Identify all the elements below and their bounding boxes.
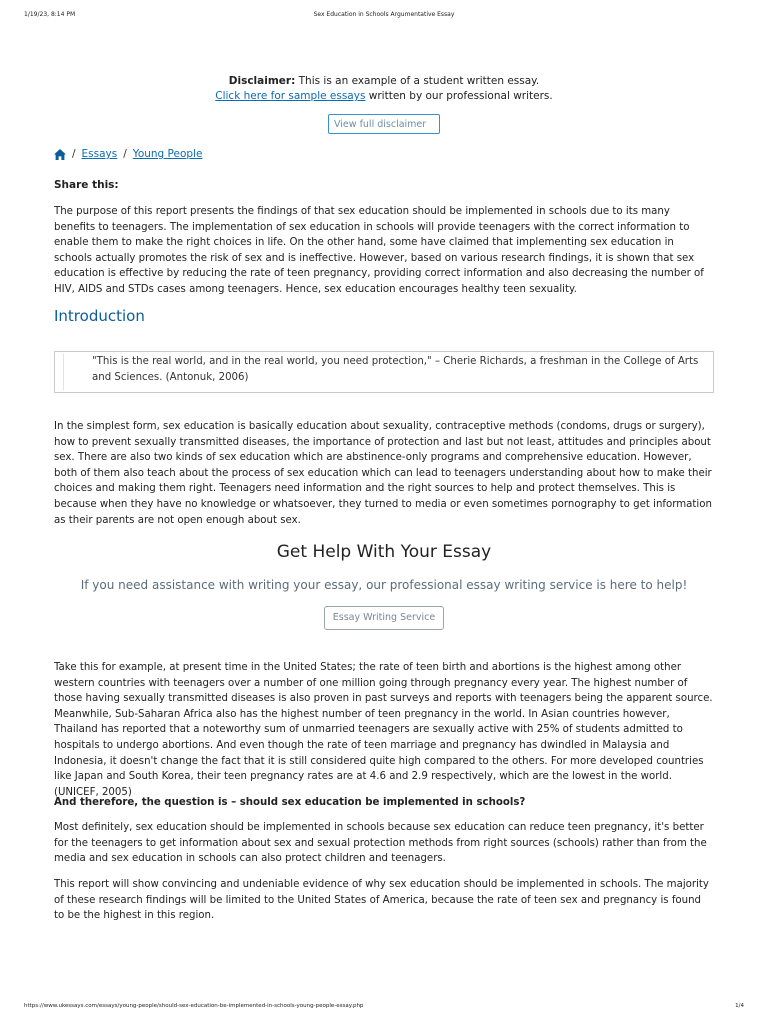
- definitely-paragraph: Most definitely, sex education should be implemented in schools because sex education can reduce teen pregnancy, it's better for the teenagers to get information about sex and sexual protection methods from right sources (schools) rather than from the media and sex education in schools can also protect children and teenagers.: [54, 822, 707, 865]
- example-paragraph: Take this for example, at present time in the United States; the rate of teen birth and abortions is the highest among other western countries with teenagers over a number of one million going through pregnancy every year. The highest number of those having sexually transmitted diseases is also proven in past surveys and reports with teenagers being the apparent source. Meanwhile, Sub-Saharan Africa also has the highest number of teen pregnancy in the world. In Asian countries however, Thailand has reported that a noteworthy sum of unmarried teenagers are sexually active with 25% of students admitted to hospitals to undergo abortions. And even though the rate of teen marriage and pregnancy has dwindled in Malaysia and Indonesia, it doesn't change the fact that it is still considered quite high compared to the others. For more developed countries like Japan and South Korea, their teen pregnancy rates are at 4.6 and 2.9 respectively, which are the lowest in the world. (UNICEF, 2005): [54, 662, 713, 798]
- print-header: [24, 11, 744, 23]
- share-label: Share this:: [54, 179, 119, 191]
- breadcrumb-separator: /: [72, 148, 76, 160]
- essay-writing-service-button[interactable]: Essay Writing Service: [324, 606, 444, 630]
- quote-text: "This is the real world, and in the real world, you need protection," – Cherie Richards, a freshman in the College of Arts and Sciences. (Antonuk, 2006): [92, 356, 699, 383]
- disclaimer: [0, 74, 768, 104]
- view-full-disclaimer-button[interactable]: View full disclaimer: [328, 114, 440, 134]
- print-datetime: 1/19/23, 8:14 PM: [24, 11, 76, 18]
- print-footer: [24, 1003, 744, 1013]
- quote-box: [54, 351, 714, 393]
- sample-essays-link[interactable]: Click here for sample essays: [215, 90, 366, 102]
- disclaimer-text: This is an example of a student written essay.: [298, 75, 540, 87]
- disclaimer-line: [0, 74, 768, 89]
- introduction-heading: Introduction: [54, 307, 145, 325]
- simplest-form-paragraph: In the simplest form, sex education is basically education about sexuality, contraceptive methods (condoms, drugs or surgery), how to prevent sexually transmitted diseases, the importance of protection and last but not least, attitudes and principles about sex. There are also two kinds of sex education which are abstinence-only programs and comprehensive education. However, both of them also teach about the process of sex education which can lead to teenagers understanding about how to make their choices and making them right. Teenagers need information and the right sources to help and protect themselves. This is because when they have no knowledge or whatsoever, they turned to media or even sometimes pornography to get information as their parents are not open enough about sex.: [54, 421, 712, 526]
- print-title: Sex Education in Schools Argumentative Essay: [313, 11, 455, 18]
- sample-essays-suffix: written by our professional writers.: [368, 90, 553, 102]
- question-paragraph: And therefore, the question is – should sex education be implemented in schools?: [54, 797, 526, 808]
- home-icon[interactable]: [54, 149, 66, 160]
- breadcrumb-essays[interactable]: Essays: [81, 148, 118, 160]
- print-url: https://www.ukessays.com/essays/young-people/should-sex-education-be-implemented-in-schools-young-people-essay.php: [24, 1003, 364, 1009]
- breadcrumb-young-people[interactable]: Young People: [132, 148, 203, 160]
- breadcrumb-separator: /: [123, 148, 127, 160]
- help-subtitle: If you need assistance with writing your essay, our professional essay writing service is here to help!: [80, 578, 688, 592]
- quote-divider: [63, 354, 64, 390]
- sample-essays-line: [0, 89, 768, 104]
- breadcrumb: [54, 148, 202, 160]
- page-number: 1/4: [735, 1003, 744, 1009]
- report-paragraph: This report will show convincing and undeniable evidence of why sex education should be implemented in schools. The majority of these research findings will be limited to the United States of America, because the rate of teen sex and pregnancy is found to be the highest in this region.: [54, 879, 709, 922]
- disclaimer-label: Disclaimer:: [228, 75, 296, 87]
- help-title: Get Help With Your Essay: [276, 542, 492, 562]
- intro-paragraph: The purpose of this report presents the findings of that sex education should be implemented in schools due to its many benefits to teenagers. The implementation of sex education in schools will provide teenagers with the correct information to enable them to make the right choices in life. On the other hand, some have claimed that implementing sex education in schools actually promotes the risk of sex and is ineffective. However, based on various research findings, it is shown that sex education is effective by reducing the rate of teen pregnancy, providing correct information and also decreasing the number of HIV, AIDS and STDs cases among teenagers. Hence, sex education encourages healthy teen sexuality.: [54, 206, 704, 295]
